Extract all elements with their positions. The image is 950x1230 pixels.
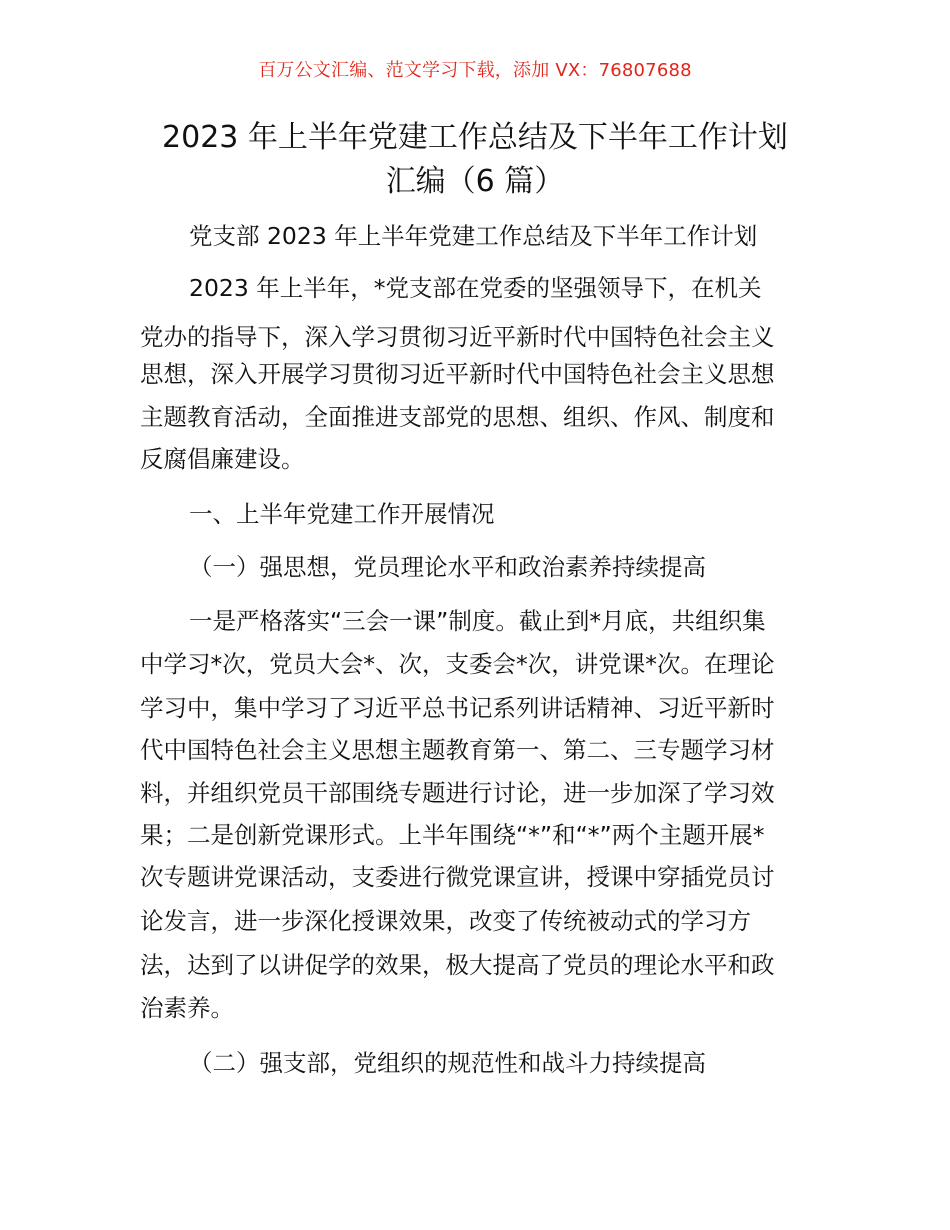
paragraph-line: 主题教育活动，全面推进支部党的思想、组织、作风、制度和 (140, 403, 775, 431)
paragraph-line: 中学习*次，党员大会*、次，支委会*次，讲党课*次。在理论 (140, 650, 775, 678)
paragraph-line: 论发言，进一步深化授课效果，改变了传统被动式的学习方 (140, 907, 751, 935)
paragraph-line: 治素养。 (140, 994, 234, 1022)
paragraph-line: 法，达到了以讲促学的效果，极大提高了党员的理论水平和政 (140, 951, 775, 979)
paragraph-line: 反腐倡廉建设。 (140, 445, 305, 473)
section-subtitle: 党支部 2023 年上半年党建工作总结及下半年工作计划 (189, 222, 758, 250)
paragraph-line: 次专题讲党课活动，支委进行微党课宣讲，授课中穿插党员讨 (140, 863, 775, 891)
paragraph-line: 思想，深入开展学习贯彻习近平新时代中国特色社会主义思想 (140, 360, 775, 388)
paragraph-line: 一是严格落实“三会一课”制度。截止到*月底，共组织集 (189, 607, 766, 635)
subsection-heading: （一）强思想，党员理论水平和政治素养持续提高 (189, 553, 706, 581)
document-title-line-1: 2023 年上半年党建工作总结及下半年工作计划 (162, 120, 788, 155)
subsection-heading: （二）强支部，党组织的规范性和战斗力持续提高 (189, 1049, 706, 1077)
paragraph-line: 党办的指导下，深入学习贯彻习近平新时代中国特色社会主义 (140, 323, 775, 351)
paragraph-line: 2023 年上半年，*党支部在党委的坚强领导下，在机关 (189, 274, 762, 302)
section-heading: 一、上半年党建工作开展情况 (189, 500, 495, 528)
paragraph-line: 学习中，集中学习了习近平总书记系列讲话精神、习近平新时 (140, 694, 775, 722)
document-title-line-2: 汇编（6 篇） (385, 164, 565, 199)
paragraph-line: 料，并组织党员干部围绕专题进行讨论，进一步加深了学习效 (140, 779, 775, 807)
watermark-banner: 百万公文汇编、范文学习下载，添加 VX：76807688 (258, 60, 692, 81)
paragraph-line: 果；二是创新党课形式。上半年围绕“*”和“*”两个主题开展* (140, 821, 765, 849)
paragraph-line: 代中国特色社会主义思想主题教育第一、第二、三专题学习材 (140, 736, 775, 764)
